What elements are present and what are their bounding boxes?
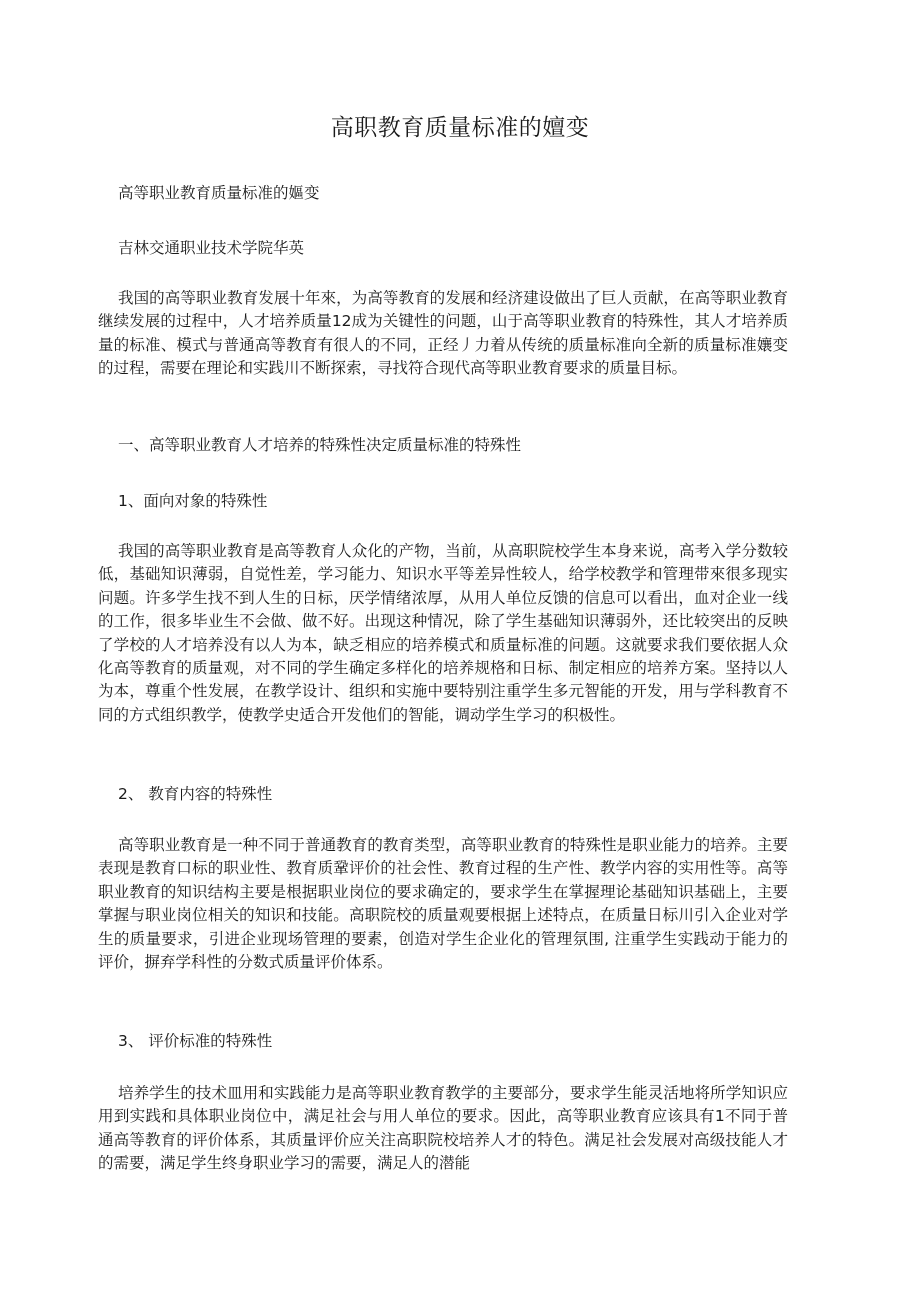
document-subtitle: 高等职业教育质量标准的嫗变 [118, 184, 320, 202]
subsection-2-body: 高等职业教育是一种不同于普通教育的教育类型，高等职业教育的特殊性是职业能力的培养。主要表现是教育口标的职业性、教育质鞏评价的社会性、教育过程的生产性、教学内容的实用性等。高等职业教育的知识结构主要是根据职业岗位的要求确定的，要求学生在掌握理论基础知识基础上，主要掌握与职业岗位相关的知识和技能。高职院校的质量观要根据上述特点，在质量日标川引入企业对学生的质量要求，引进企业现场管理的要素，创造对学生企业化的管理氛围, 注重学生实践动于能力的评价，摒弃学科性的分数式质量评价体系。 [98, 836, 788, 972]
subsection-1-body: 我国的高等职业教育是高等教育人众化的产物，当前，从高职院校学生本身来说，高考入学分数较低，基础知识薄弱，自觉性差，学习能力、知识水平等差异性较人，给学校教学和管理带來很多现实问题。许多学生找不到人生的日标，厌学情绪浓厚，从用人单位反馈的信息可以看出，血对企业一线的工作，很多毕业生不会做、做不好。出现这种情况，除了学生基础知识薄弱外，还比较突出的反映了学校的人才培养没有以人为本，缺乏相应的培养模式和质量标准的问题。这就要求我们要依据人众化高等教育的质量观，对不同的学生确定多样化的培养规格和日标、制定相应的培养方案。坚持以人为本，尊重个性发展，在教学设计、组织和实施中要特别注重学生多元智能的开发，用与学科教育不同的方式组织教学，使教学史适合开发他们的智能，调动学生学习的积极性。 [98, 542, 788, 724]
intro-paragraph: 我国的高等职业教育发展十年來，为高等教育的发展和经济建设做出了巨人贡献，在高等职业教育继续发展的过程中，人才培养质量12成为关键性的问题，山于高等职业教育的特殊性，其人才培养质量的标准、模式与普通高等教育有很人的不同，正经丿力着从传统的质量标准向全新的质量标准孃变的过程，需要在理论和实践川不断探索，寻找符合现代高等职业教育要求的质量目标。 [98, 289, 788, 378]
subsection-2-heading: 2、 教育内容的特殊性 [118, 785, 273, 803]
section-1-heading: 一、高等职业教育人才培养的特殊性决定质量标准的特殊性 [118, 436, 522, 454]
subsection-3-heading: 3、 评价标准的特殊性 [118, 1032, 273, 1050]
subsection-1-heading: 1、面向对象的特殊性 [118, 492, 268, 510]
author-line: 吉林交通职业技术学院华英 [118, 239, 305, 257]
subsection-3-body: 培养学生的技术皿用和实践能力是高等职业教育教学的主要部分，要求学生能灵活地将所学知识应用到实践和具体职业岗位中，满足社会与用人单位的要求。因此，高等职业教育应该具有1不同于普通高等教育的评价体系，其质量评价应关注高职院校培养人才的特色。满足社会发展对高级技能人才的需要，满足学生终身职业学习的需要，满足人的潜能 [98, 1084, 788, 1173]
document-title: 高职教育质量标准的嬗变 [330, 115, 590, 141]
